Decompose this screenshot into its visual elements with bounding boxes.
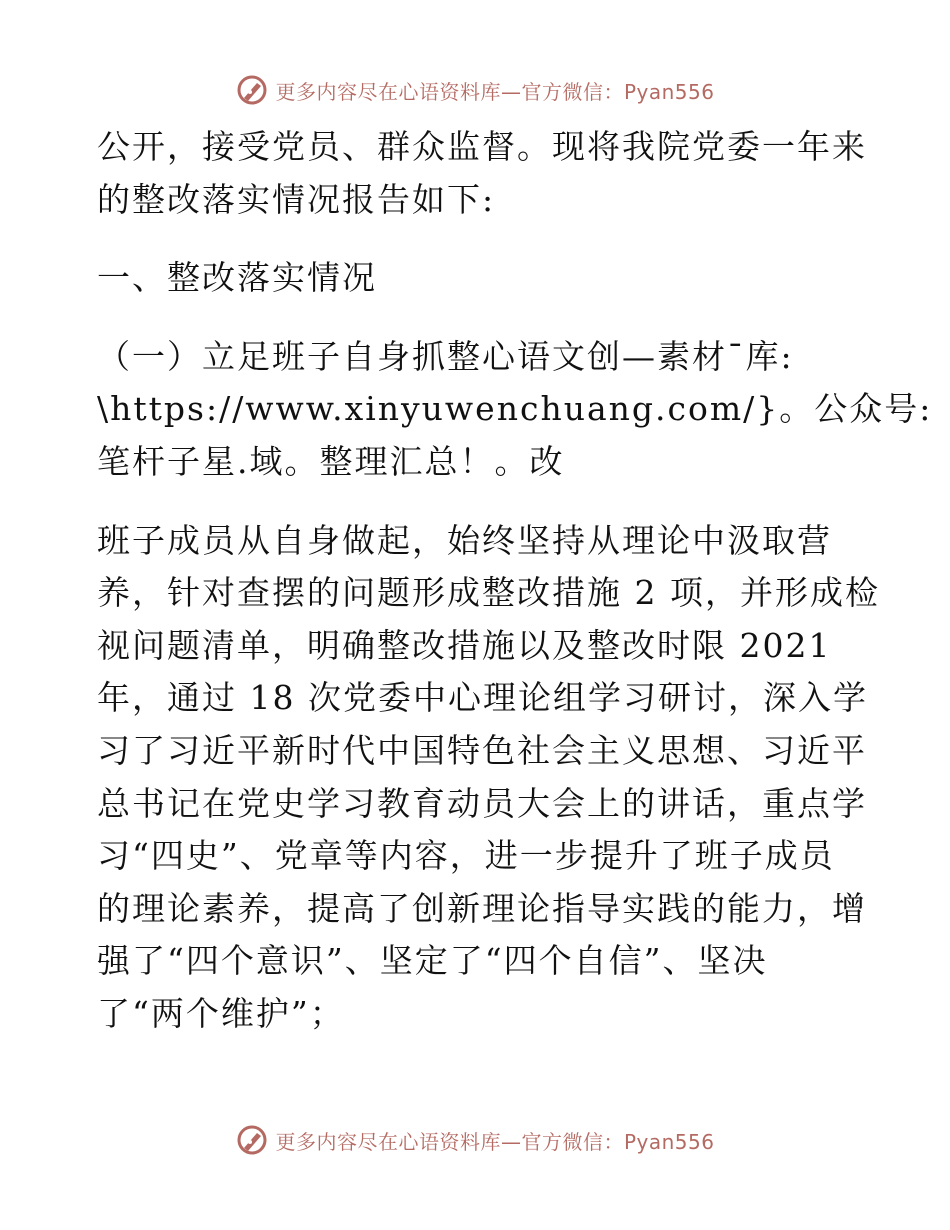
text-line: \https://www.xinyuwenchuang.com/}。公众号: — [97, 389, 933, 429]
text-line: 笔杆子星.域。整理汇总！。改 — [97, 441, 565, 481]
paragraph-body — [97, 515, 880, 1041]
text-line: 一、整改落实情况 — [97, 258, 377, 298]
text-line: 习了习近平新时代中国特色社会主义思想、习近平 — [97, 730, 867, 770]
watermark-text: 更多内容尽在心语资料库—官方微信：Pyan556 — [275, 79, 715, 104]
text-line: 班子成员从自身做起，始终坚持从理论中汲取营 — [97, 520, 832, 560]
watermark-banner-bottom — [0, 1120, 950, 1160]
text-line: 养，针对查摆的问题形成整改措施 2 项，并形成检 — [97, 573, 880, 613]
text-line: 了“两个维护”； — [97, 993, 345, 1033]
text-line: 的理论素养，提高了创新理论指导实践的能力，增 — [97, 888, 867, 928]
text-line: 年，通过 18 次党委中心理论组学习研讨，深入学 — [97, 678, 868, 718]
watermark-text: 更多内容尽在心语资料库—官方微信：Pyan556 — [275, 1129, 715, 1154]
text-line: 习“四史”、党章等内容，进一步提升了班子成员 — [97, 836, 835, 876]
text-line: 强了“四个意识”、坚定了“四个自信”、坚决 — [97, 941, 768, 981]
pen-logo-icon — [235, 73, 269, 107]
pen-logo-icon — [235, 1123, 269, 1157]
text-line: 的整改落实情况报告如下: — [97, 179, 496, 219]
text-line: 视问题清单，明确整改措施以及整改时限 2021 — [97, 625, 832, 665]
section-heading — [97, 252, 857, 305]
text-line: （一）立足班子自身抓整心语文创—素材¯库: — [97, 336, 794, 376]
text-line: 公开，接受党员、群众监督。现将我院党委一年来 — [97, 127, 867, 166]
subsection-heading — [97, 331, 933, 489]
text-line: 总书记在党史学习教育动员大会上的讲话，重点学 — [97, 783, 867, 823]
paragraph-intro — [97, 121, 867, 226]
document-body — [97, 121, 933, 1041]
watermark-banner-top — [0, 70, 950, 110]
